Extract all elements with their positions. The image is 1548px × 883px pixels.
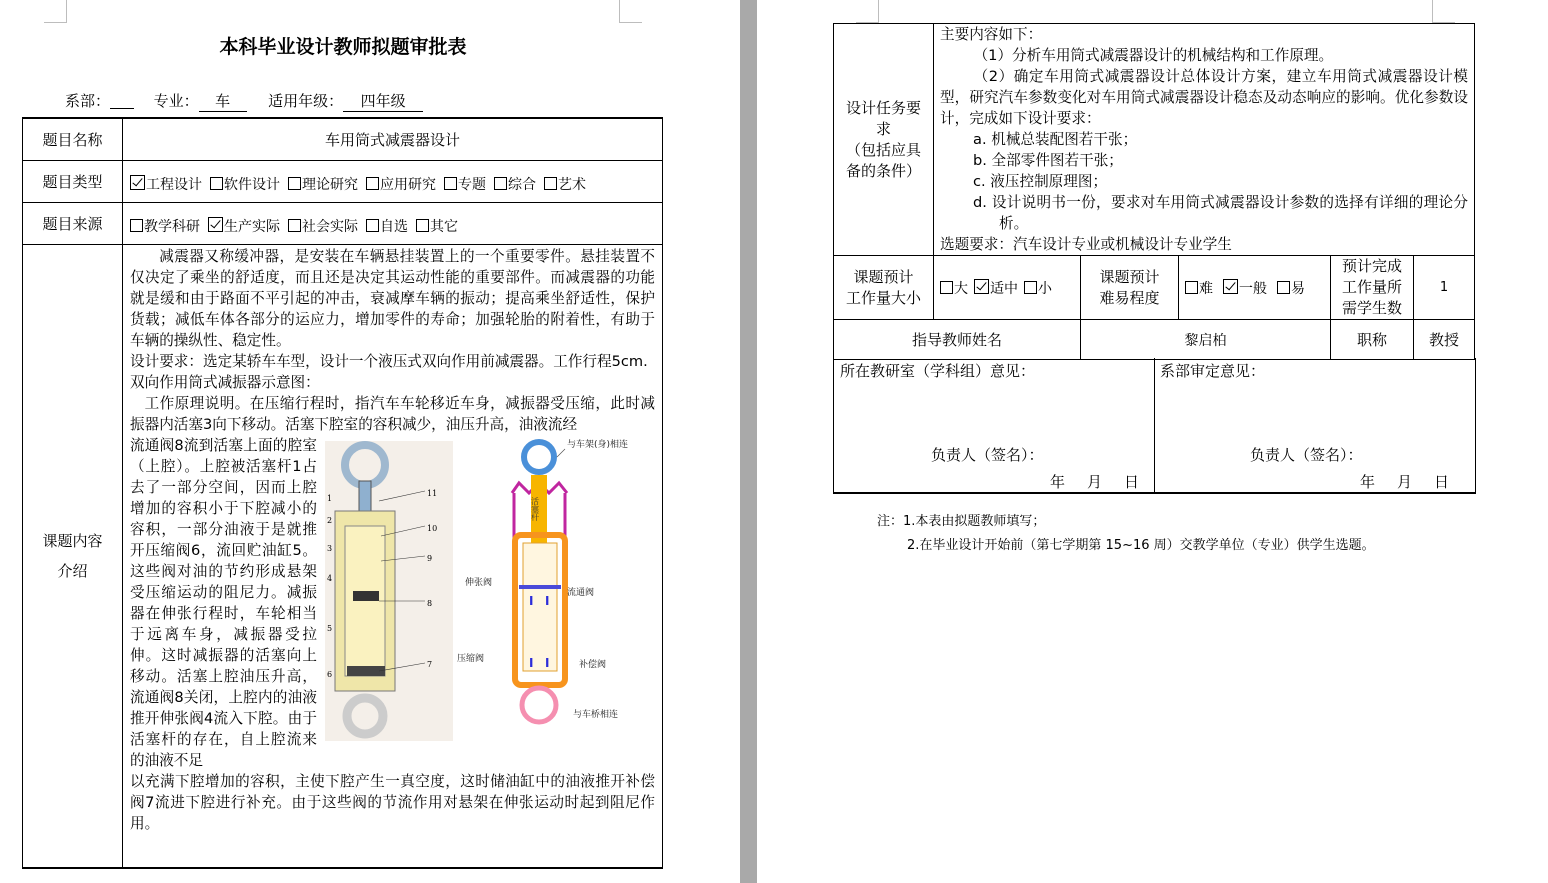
task-item-a: a. 机械总装配图若干张； (973, 131, 1138, 148)
task-item-c: c. 液压控制原理图； (973, 173, 1108, 190)
workload-option[interactable]: 适中 (974, 278, 1018, 298)
topic-name-label: 题目名称 (23, 118, 123, 160)
checkbox[interactable] (416, 219, 429, 232)
source-option[interactable]: 自选 (366, 216, 408, 236)
difficulty-label: 课题预计 难易程度 (1081, 256, 1179, 320)
advisor-name: 黎启柏 (1081, 320, 1331, 360)
content-label: 课题内容 介绍 (23, 244, 123, 868)
source-option[interactable]: 教学科研 (130, 216, 200, 236)
topic-source-label: 题目来源 (23, 202, 123, 244)
figure-number: 4 (327, 573, 333, 583)
major-value: 车 (199, 90, 247, 112)
task-item-d: d. 设计说明书一份，要求对车用筒式减震器设计参数的选择有详细的理论分析。 (973, 194, 1468, 232)
top-mount-label: 与车架(身)相连 (567, 439, 629, 450)
dept-signer-label: 负责人（签名）： (1250, 446, 1363, 464)
dept-opinion-label: 系部审定意见： (1160, 362, 1266, 380)
note-1: 注：1.本表由拟题教师填写； (877, 514, 1046, 529)
grade-value: 四年级 (343, 90, 423, 112)
task-item-b: b. 全部零件图若干张； (973, 152, 1123, 169)
source-option[interactable]: 其它 (416, 216, 458, 236)
office-signer-label: 负责人（签名）： (931, 446, 1044, 464)
figure-number: 8 (427, 598, 433, 608)
content-para-1: 减震器又称缓冲器，是安装在车辆悬挂装置上的一个重要零件。悬挂装置不仅决定了乘坐的舒适度，而且还是决定其运动性能的重要部件。而减震器的功能就是缓和由于路面不平引起的冲击，衰减摩车辆的振动；提高乘坐舒适性，保护货载；减低车体各部分的运应力，增加零件的寿命；加强轮胎的附着性，有助于车辆的操纵性、稳定性。 (130, 247, 655, 349)
type-option[interactable]: 应用研究 (366, 174, 436, 194)
workload-option[interactable]: 小 (1024, 278, 1052, 298)
flow-valve-label: 流通阀 (567, 587, 595, 598)
crop-mark (44, 0, 67, 23)
content-para-3: 双向作用筒式减振器示意图： (130, 373, 320, 391)
checkbox[interactable] (494, 177, 507, 190)
figure-number: 1 (327, 493, 333, 503)
task-intro: 主要内容如下： (940, 26, 1043, 43)
checkbox[interactable] (940, 281, 953, 294)
dept-date: 年 月 日 (1360, 473, 1450, 491)
task-label: 设计任务要 求 （包括应具 备的条件） (834, 24, 934, 256)
topic-source-options (123, 202, 663, 244)
figure-number: 3 (327, 543, 333, 553)
difficulty-options (1179, 256, 1331, 320)
checkbox-checked[interactable] (974, 279, 989, 294)
dept-value (110, 92, 134, 109)
task-requirement: 选题要求：汽车设计专业或机械设计专业学生 (940, 236, 1232, 253)
topic-name-value: 车用筒式减震器设计 (123, 118, 663, 160)
rod-label: 活塞杆 (530, 496, 540, 521)
content-para-4: 工作原理说明。在压缩行程时，指汽车车轮移近车身，减振器受压缩，此时减振器内活塞3向下移动。活塞下腔室的容积减少，油压升高，油液流经 (130, 394, 655, 433)
type-option[interactable]: 综合 (494, 174, 536, 194)
dept-label: 系部： (65, 92, 111, 110)
checkbox[interactable] (1277, 281, 1290, 294)
checkbox[interactable] (366, 177, 379, 190)
page-gutter (740, 0, 757, 883)
task-item-1: （1）分析车用筒式减震器设计的机械结构和工作原理。 (973, 47, 1334, 64)
difficulty-option[interactable]: 难 (1185, 278, 1213, 298)
shock-absorber-diagram-2 (457, 435, 647, 735)
major-label: 专业： (153, 92, 199, 110)
opinion-divider (1154, 358, 1155, 492)
type-option[interactable]: 工程设计 (130, 174, 202, 194)
note-2: 2.在毕业设计开始前（第七学期第 15~16 周）交教学单位（专业）供学生选题。 (907, 538, 1375, 553)
difficulty-option[interactable]: 一般 (1223, 278, 1267, 298)
svg-text:I: I (545, 593, 550, 608)
type-option[interactable]: 专题 (444, 174, 486, 194)
checkbox-checked[interactable] (1223, 279, 1238, 294)
svg-text:I: I (529, 655, 534, 670)
checkbox[interactable] (544, 177, 557, 190)
difficulty-option[interactable]: 易 (1277, 278, 1305, 298)
figure-number: 7 (427, 659, 433, 669)
office-date: 年 月 日 (1050, 473, 1140, 491)
figure-number: 9 (427, 553, 433, 563)
content-wrap-text: 流通阀8流到活塞上面的腔室（上腔）。上腔被活塞杆1占去了一部分空间，因而上腔增加的容积小于下腔减小的容积，一部分油液于是就推开压缩阀6，流回贮油缸5。这些阀对油的节约形成悬架受压缩运动的阻尼力。减振器在伸张行程时，车轮相当于远离车身，减振器受拉伸。这时减振器的活塞向上移动。活塞上腔油压升高，流通阀8关闭，上腔内的油液推开伸张阀4流入下腔。由于活塞杆的存在，自上腔流来的油液不足 (130, 436, 317, 769)
content-para-2: 设计要求：选定某轿车车型，设计一个液压式双向作用前减震器。工作行程5cm. (130, 352, 648, 370)
compression-valve-label: 压缩阀 (457, 653, 485, 664)
workload-options (934, 256, 1081, 320)
crop-mark (1432, 0, 1455, 23)
workload-option[interactable]: 大 (940, 278, 968, 298)
checkbox[interactable] (210, 177, 223, 190)
title-value: 教授 (1414, 320, 1475, 360)
title-label: 职称 (1331, 320, 1414, 360)
figure-number: 11 (427, 488, 438, 498)
source-option[interactable]: 社会实际 (288, 216, 358, 236)
checkbox-checked[interactable] (208, 217, 223, 232)
approval-table (22, 117, 663, 869)
checkbox[interactable] (130, 219, 143, 232)
figure-number: 2 (327, 515, 333, 525)
header-fields (65, 90, 423, 112)
svg-text:I: I (545, 655, 550, 670)
type-option[interactable]: 艺术 (544, 174, 586, 194)
advisor-label: 指导教师姓名 (834, 320, 1081, 360)
checkbox[interactable] (366, 219, 379, 232)
checkbox[interactable] (288, 177, 301, 190)
compensation-valve-label: 补偿阀 (579, 659, 607, 670)
type-option[interactable]: 软件设计 (210, 174, 280, 194)
bottom-mount-label: 与车桥相连 (573, 709, 619, 720)
crop-mark (619, 0, 642, 23)
source-option[interactable]: 生产实际 (208, 216, 280, 236)
students-value: 1 (1414, 256, 1475, 320)
crop-mark (856, 0, 879, 23)
content-cell (123, 244, 663, 868)
approval-table-continued (833, 23, 1475, 360)
checkbox[interactable] (288, 219, 301, 232)
type-option[interactable]: 理论研究 (288, 174, 358, 194)
checkbox[interactable] (1024, 281, 1037, 294)
page-title: 本科毕业设计教师拟题审批表 (219, 36, 467, 58)
opinion-section (833, 358, 1476, 494)
svg-text:I: I (529, 593, 534, 608)
figure-number: 6 (327, 669, 333, 679)
office-opinion-label: 所在教研室（学科组）意见： (840, 362, 1036, 380)
shock-absorber-diagram-1 (325, 441, 453, 741)
left-page (0, 0, 740, 883)
topic-type-label: 题目类型 (23, 160, 123, 202)
checkbox[interactable] (444, 177, 457, 190)
checkbox-checked[interactable] (130, 175, 145, 190)
students-label: 预计完成 工作量所 需学生数 (1331, 256, 1414, 320)
shock-absorber-figures (325, 435, 655, 771)
rebound-valve-label: 伸张阀 (465, 577, 493, 588)
grade-label: 适用年级： (268, 92, 344, 110)
topic-type-options (123, 160, 663, 202)
checkbox[interactable] (1185, 281, 1198, 294)
task-content (934, 24, 1475, 256)
workload-label: 课题预计 工作量大小 (834, 256, 934, 320)
content-tail-text: 以充满下腔增加的容积，主使下腔产生一真空度，这时储油缸中的油液推开补偿阀7流进下腔进行补充。由于这些阀的节流作用对悬架在伸张运动时起到阻尼作用。 (130, 772, 655, 832)
task-item-2: （2）确定车用筒式减震器设计总体设计方案，建立车用筒式减震器设计模型，研究汽车参数变化对车用筒式减震器设计稳态及动态响应的影响。优化参数设计，完成如下设计要求： (940, 68, 1468, 127)
figure-number: 5 (327, 623, 333, 633)
figure-number: 10 (427, 523, 438, 533)
